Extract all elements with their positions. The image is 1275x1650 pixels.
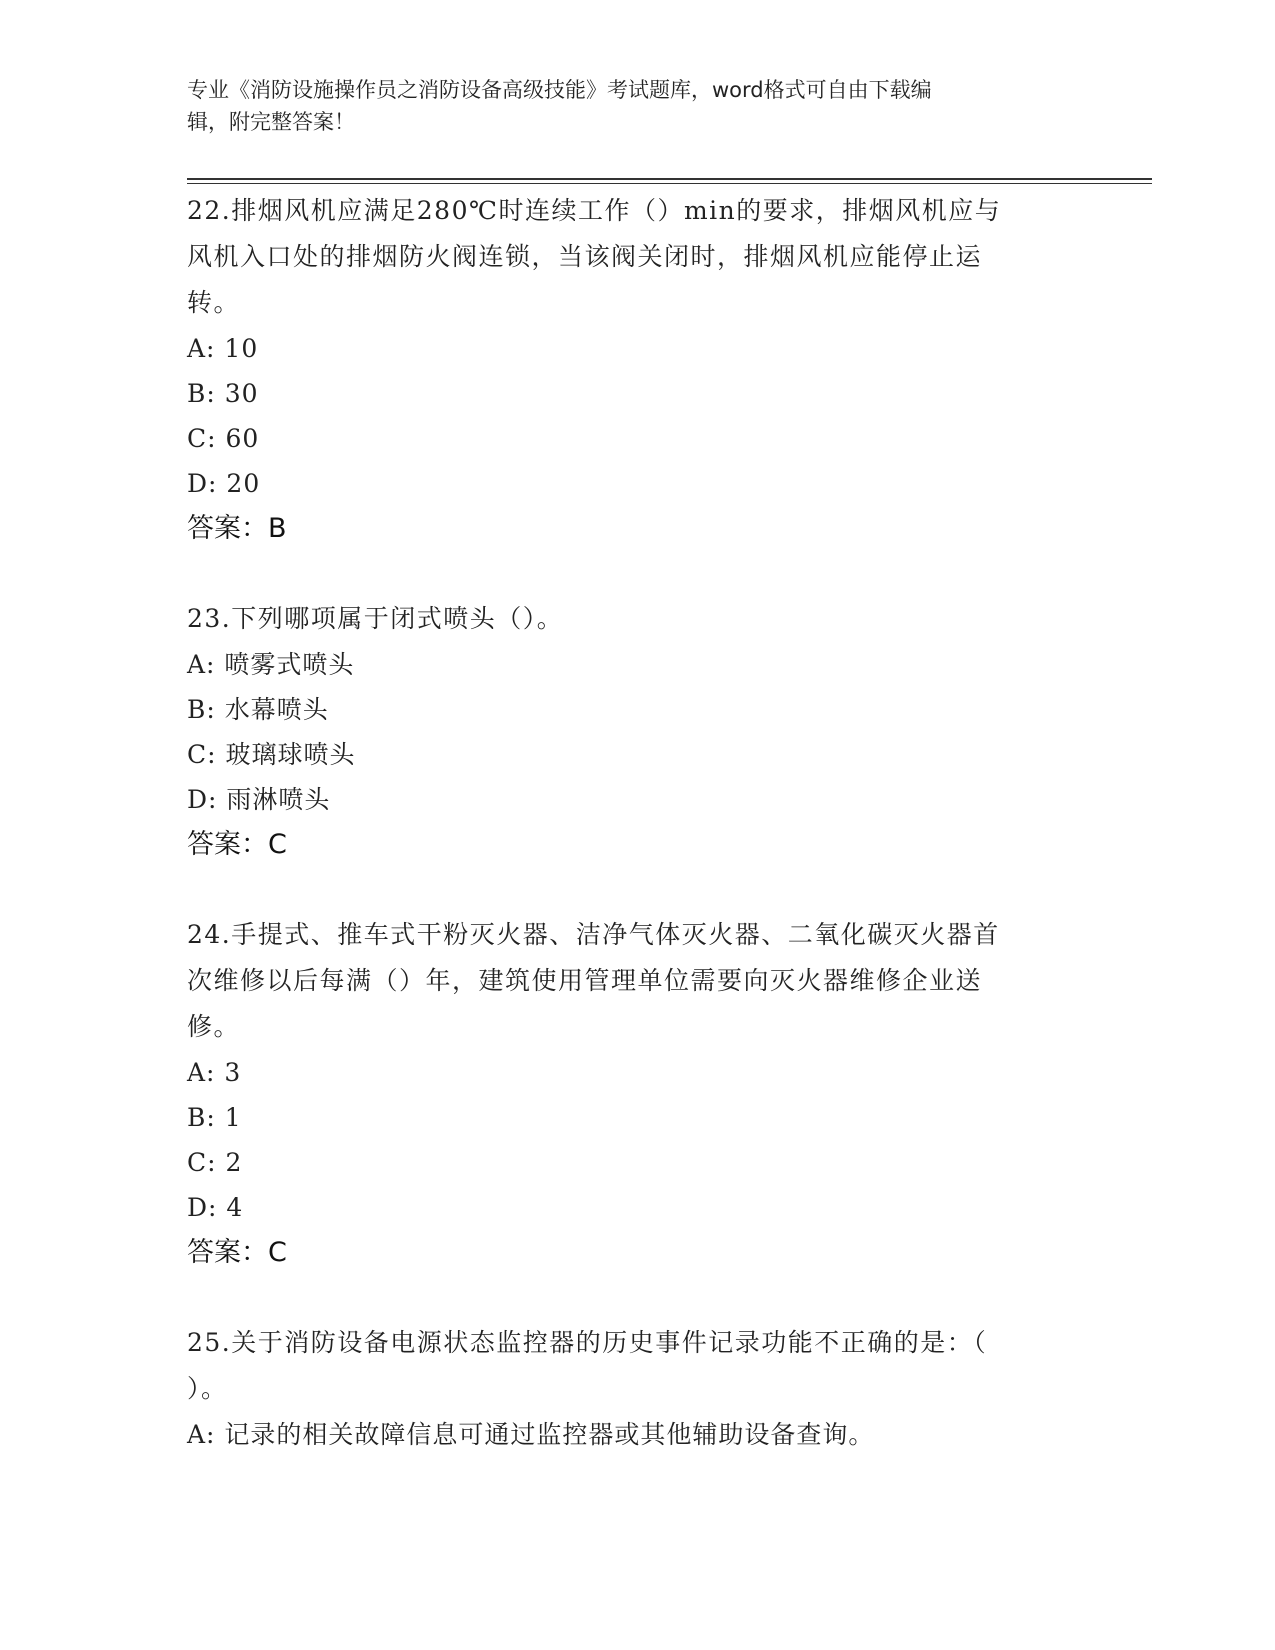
option-c: C: 60 [187, 424, 260, 453]
header-line-1: 专业《消防设施操作员之消防设备高级技能》考试题库，word格式可自由下载编 [187, 78, 932, 102]
question-text-line: 25.关于消防设备电源状态监控器的历史事件记录功能不正确的是：（ [187, 1328, 988, 1357]
header-line-2: 辑，附完整答案！ [187, 110, 355, 134]
question-text-line: 22.排烟风机应满足280℃时连续工作（）min的要求，排烟风机应与 [187, 196, 1002, 225]
question-text-line: 转。 [187, 288, 241, 317]
question-block [187, 912, 1067, 1276]
question-text-line: 24.手提式、推车式干粉灭火器、洁净气体灭火器、二氧化碳灭火器首 [187, 920, 1000, 949]
option-a: A: 3 [187, 1058, 242, 1087]
question-block [187, 1320, 1067, 1457]
option-c: C: 玻璃球喷头 [187, 740, 356, 769]
option-b: B: 水幕喷头 [187, 695, 329, 724]
question-text-line: 23.下列哪项属于闭式喷头（）。 [187, 604, 564, 633]
option-a: A: 10 [187, 334, 259, 363]
option-b: B: 1 [187, 1103, 242, 1132]
question-text-line: 风机入口处的排烟防火阀连锁，当该阀关闭时，排烟风机应能停止运 [187, 242, 983, 271]
question-list [187, 188, 1067, 1457]
option-a: A: 记录的相关故障信息可通过监控器或其他辅助设备查询。 [187, 1420, 875, 1449]
question-text-line: ）。 [187, 1374, 228, 1403]
question-block [187, 188, 1067, 552]
option-d: D: 4 [187, 1193, 244, 1222]
option-b: B: 30 [187, 379, 259, 408]
question-text-line: 次维修以后每满（）年，建筑使用管理单位需要向灭火器维修企业送 [187, 966, 983, 995]
question-block [187, 596, 1067, 868]
question-text-line: 修。 [187, 1012, 241, 1041]
header-divider-thick [187, 178, 1152, 180]
header-divider-thin [187, 183, 1152, 184]
option-a: A: 喷雾式喷头 [187, 650, 355, 679]
option-d: D: 雨淋喷头 [187, 785, 331, 814]
document-header [187, 74, 1067, 138]
answer-line: 答案：B [187, 513, 287, 544]
answer-line: 答案：C [187, 1237, 287, 1268]
answer-line: 答案：C [187, 829, 287, 860]
option-d: D: 20 [187, 469, 261, 498]
option-c: C: 2 [187, 1148, 243, 1177]
